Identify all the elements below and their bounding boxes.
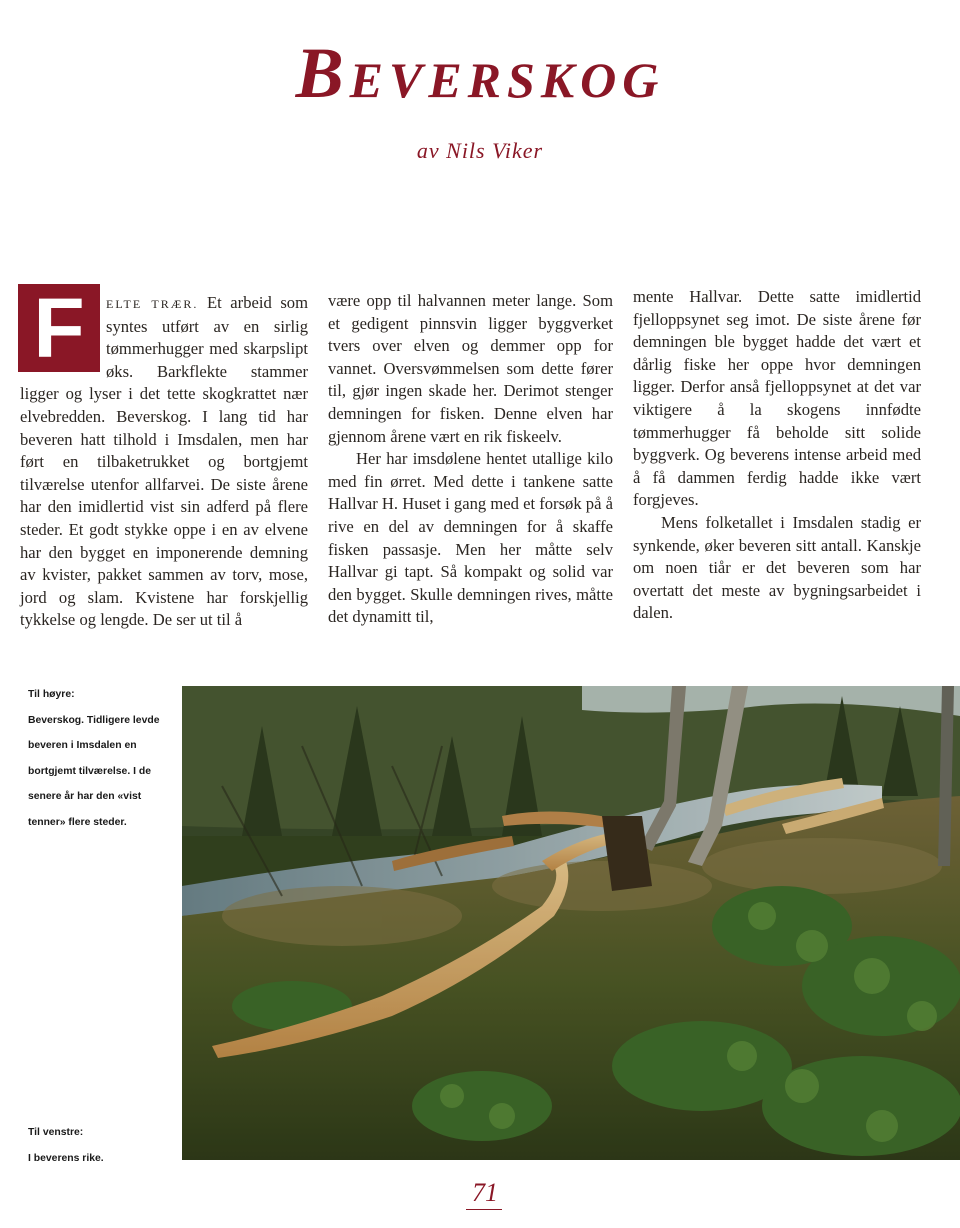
caption-heading: Til venstre: (28, 1127, 84, 1138)
photo-illustration (182, 686, 960, 1160)
page-number-rule (466, 1209, 502, 1210)
title-initial: B (295, 33, 350, 113)
caption-left (28, 1120, 168, 1171)
caption-text: I beverens rike. (28, 1152, 104, 1164)
drop-cap: F (18, 284, 100, 372)
text-column-1 (20, 281, 308, 632)
caption-heading: Til høyre: (28, 689, 75, 700)
text-column-2 (328, 290, 613, 629)
beaver-forest-photo (182, 686, 960, 1160)
page-number: 71 (472, 1178, 498, 1207)
paragraph: Her har imsdølene hentet utallige kilo med fin ørret. Med dette i tankene satte Hallvar H. Huset i gang med et forsøk på å rive en del av demningen for å skaffe fisken passasje. Men her måtte selv Hallvar gi tapt. Så kompakt og solid var den bygget. Skulle demningen rives, måtte det dynamitt til, (328, 449, 613, 627)
caption-text: Beverskog. Tidligere levde beveren i Imsdalen en bortgjemt tilværelse. I de senere år har den «vist tenner» flere steder. (28, 714, 160, 828)
lead-in-smallcaps: ELTE TRÆR. (106, 297, 199, 311)
text-column-3 (633, 286, 921, 625)
caption-right (28, 682, 168, 836)
paragraph (20, 281, 308, 632)
article-title (0, 32, 960, 115)
title-rest: EVERSKOG (349, 52, 665, 108)
byline: av Nils Viker (416, 138, 544, 163)
paragraph: være opp til halvannen meter lange. Som et gedigent pinnsvin ligger byggverket tvers over elven og demmer opp for vannet. Oversvømmelsen som dette fører til, gjør ingen skade her. Derimot stenger demningen for fisken. Denne elven har gjennom årene vært en rik fiskeelv. (328, 291, 613, 446)
paragraph: mente Hallvar. Dette satte imidlertid fjelloppsynet seg imot. De siste årene før demningen ble bygget hadde det vært et dårlig fiske her oppe hvor demningen ligger. Derfor anså fjelloppsynet at det var viktigere å la skogens innfødte tømmerhugger få beholde sitt solide byggverk. Og beverens intense arbeid med å få dammen ferdig hadde ikke vært forgjeves. (633, 287, 921, 510)
paragraph: Mens folketallet i Imsdalen stadig er synkende, øker beveren sitt antall. Kanskje om noen tiår er det beveren som har overtatt det meste av bygningsarbeidet i dalen. (633, 512, 921, 623)
paragraph-text: Et arbeid som syntes utført av en sirlig tømmerhugger med skarpslipt øks. Barkflekte stammer ligger og lyser i det tette skogkrattet nær elvebredden. Beverskog. I lang tid har beveren hatt tilhold i Imsdalen, men har ført en tilbaketrukket og bortgjemt tilværelse utenfor allfarvei. De siste årene har den imidlertid vist sin adferd på flere steder. Et godt stykke oppe i en av elvene har den bygget en imponerende demning av kvister, pakket sammen av torv, mose, jord og slam. Kvistene har forskjellig tykkelse og lengde. De ser ut til å (20, 293, 308, 630)
